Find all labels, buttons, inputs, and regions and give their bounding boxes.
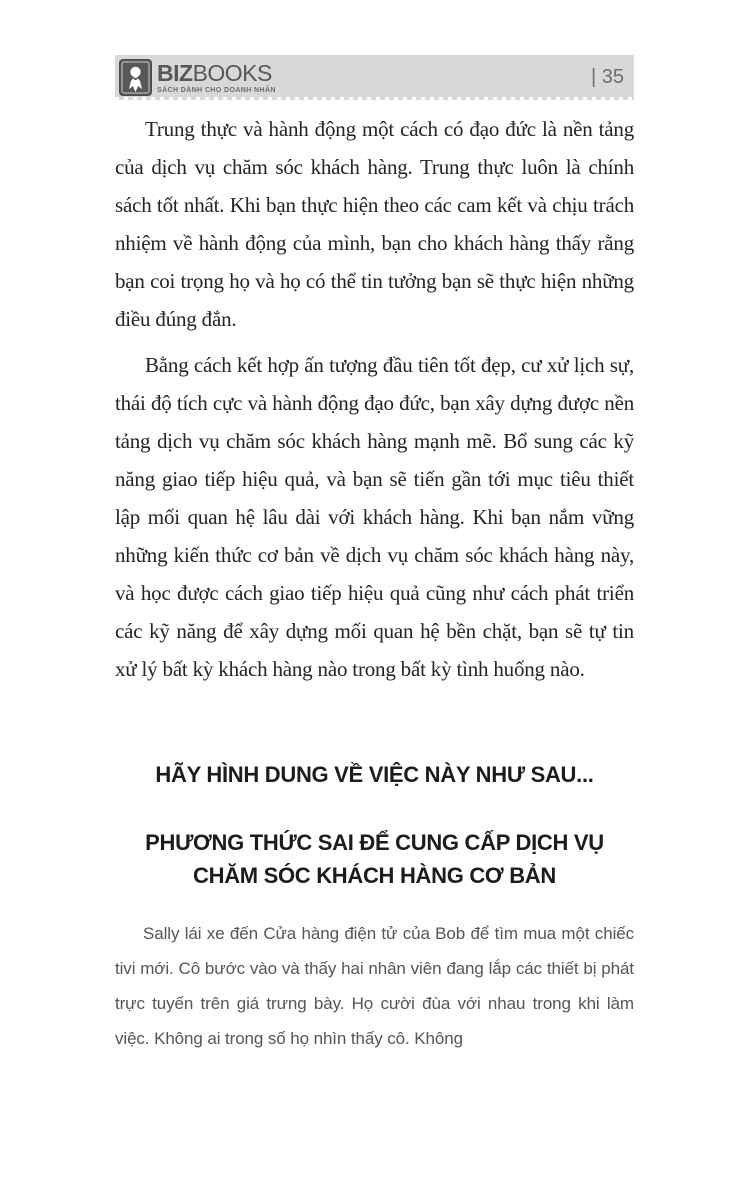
perforation-divider bbox=[115, 97, 634, 101]
logo-tagline: SÁCH DÀNH CHO DOANH NHÂN bbox=[157, 86, 276, 94]
logo-name-bold: BIZ bbox=[157, 59, 193, 86]
page-header bbox=[115, 55, 634, 100]
subsection-heading-line-1: PHƯƠNG THỨC SAI ĐỂ CUNG CẤP DỊCH VỤ bbox=[145, 830, 604, 855]
paragraph-sally-story: Sally lái xe đến Cửa hàng điện tử của Bob để tìm mua một chiếc tivi mới. Cô bước vào và thấy hai nhân viên đang lắp các thiết bị phát trực tuyến trên giá trưng bày. Họ cười đùa với nhau trong khi làm việc. Không ai trong số họ nhìn thấy cô. Không bbox=[115, 924, 634, 1048]
subsection-heading-wrong-way bbox=[115, 826, 634, 892]
logo-wordmark bbox=[157, 59, 276, 86]
bizbooks-logo bbox=[119, 59, 276, 96]
subsection-heading-line-2: CHĂM SÓC KHÁCH HÀNG CƠ BẢN bbox=[193, 863, 556, 888]
section-heading-imagine: HÃY HÌNH DUNG VỀ VIỆC NÀY NHƯ SAU... bbox=[155, 762, 594, 787]
logo-name-regular: BOOKS bbox=[192, 59, 272, 86]
bizbooks-logo-icon bbox=[119, 59, 152, 96]
paragraph-combination: Bằng cách kết hợp ấn tượng đầu tiên tốt đẹp, cư xử lịch sự, thái độ tích cực và hành động đạo đức, bạn xây dựng được nền tảng dịch vụ chăm sóc khách hàng mạnh mẽ. Bổ sung các kỹ năng giao tiếp hiệu quả, và bạn sẽ tiến gần tới mục tiêu thiết lập mối quan hệ lâu dài với khách hàng. Khi bạn nắm vững những kiến thức cơ bản về dịch vụ chăm sóc khách hàng này, và học được cách giao tiếp hiệu quả cũng như cách phát triển các kỹ năng để xây dựng mối quan hệ bền chặt, bạn sẽ tự tin xử lý bất kỳ khách hàng nào trong bất kỳ tình huống nào. bbox=[115, 353, 634, 681]
logo-text-block bbox=[157, 59, 276, 94]
page-number: | 35 bbox=[591, 66, 624, 88]
paragraph-honesty: Trung thực và hành động một cách có đạo đức là nền tảng của dịch vụ chăm sóc khách hàng. Trung thực luôn là chính sách tốt nhất. Khi bạn thực hiện theo các cam kết và chịu trách nhiệm về hành động của mình, bạn cho khách hàng thấy rằng bạn coi trọng họ và họ có thể tin tưởng bạn sẽ thực hiện những điều đúng đắn. bbox=[115, 117, 634, 331]
